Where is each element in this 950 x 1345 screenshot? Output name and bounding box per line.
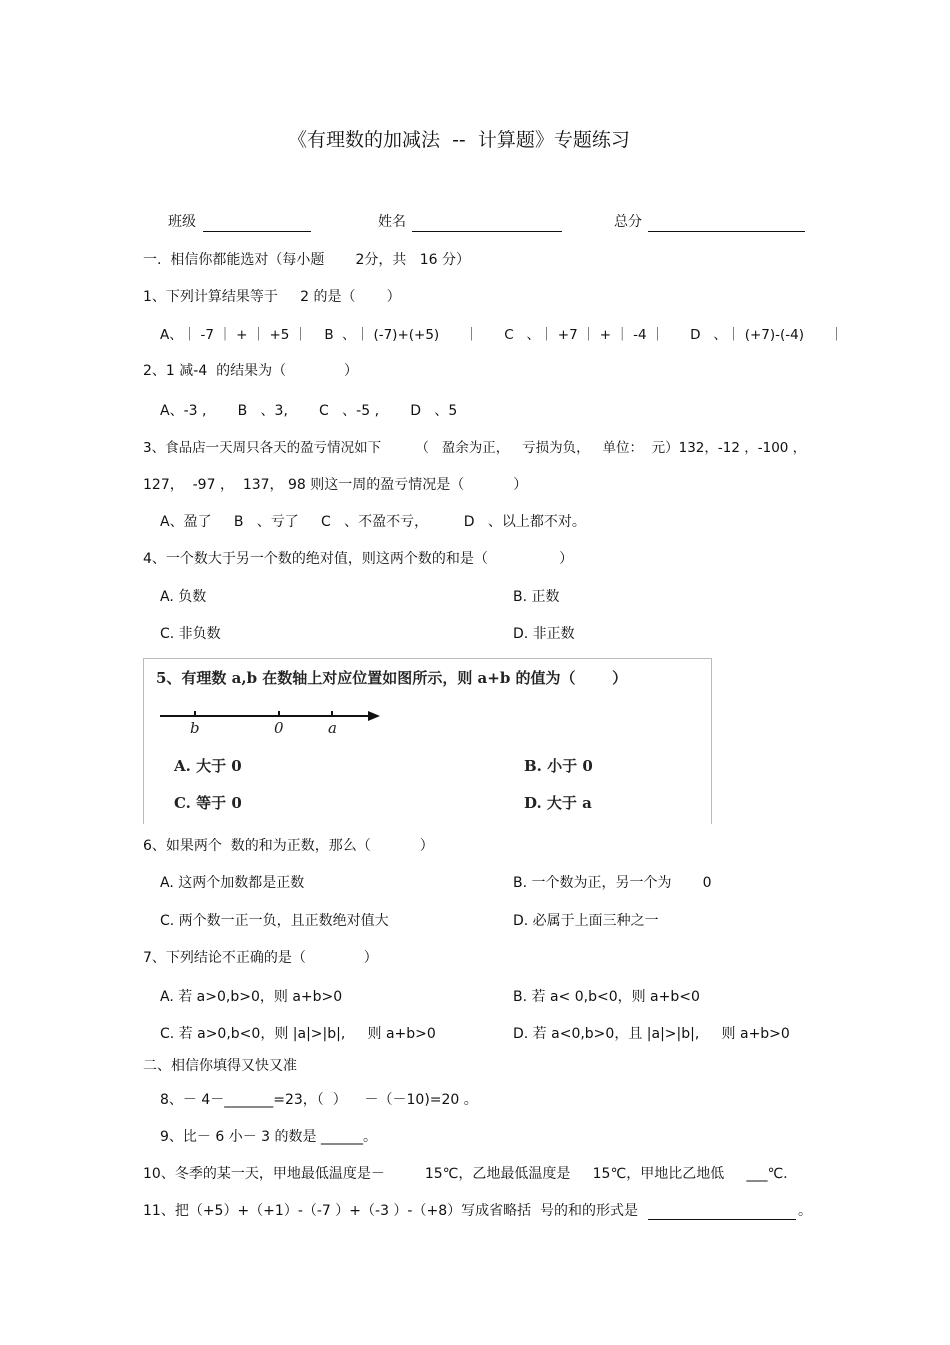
q4-option-d: D. 非正数: [513, 626, 575, 642]
question-10: 10、冬季的某一天，甲地最低温度是－ 15℃，乙地最低温度是 15℃，甲地比乙地低 ___℃.: [143, 1166, 788, 1182]
name-blank[interactable]: [412, 231, 562, 232]
q11-end: 。: [798, 1203, 812, 1219]
q7-option-d: D. 若 a<0,b>0，且 |a|>|b|, 则 a+b>0: [513, 1026, 790, 1042]
q3-stem-line1: 3、食品店一天周只各天的盈亏情况如下 （ 盈余为正， 亏损为负， 单位： 元）132，-12 ，-100 ，: [143, 440, 807, 456]
q2-options: A、-3 , B 、3, C 、-5 , D 、5: [160, 403, 458, 419]
axis-label-b: b: [190, 719, 200, 737]
q4-option-a: A. 负数: [160, 589, 207, 605]
page-title: 《有理数的加减法 -- 计算题》专题练习: [288, 129, 630, 151]
q11-answer-blank[interactable]: [648, 1219, 796, 1220]
q7-option-c: C. 若 a>0,b<0，则 |a|>|b|, 则 a+b>0: [160, 1026, 436, 1042]
q6-option-b: B. 一个数为正，另一个为 0: [513, 875, 712, 891]
name-label: 姓名: [378, 214, 406, 230]
q5-option-c: C. 等于 0: [174, 794, 242, 812]
question-9: 9、比－ 6 小－ 3 的数是 ______。: [160, 1129, 377, 1145]
q6-option-a: A. 这两个加数都是正数: [160, 875, 305, 891]
axis-arrow: [368, 711, 380, 721]
q5-option-a: A. 大于 0: [174, 757, 242, 775]
q5-option-b: B. 小于 0: [524, 757, 593, 775]
q7-option-b: B. 若 a< 0,b<0，则 a+b<0: [513, 989, 700, 1005]
q5-stem: 5、有理数 a,b 在数轴上对应位置如图所示，则 a+b 的值为（ ）: [156, 669, 628, 687]
q5-option-d: D. 大于 a: [524, 794, 592, 812]
q11-text: 11、把（+5）+（+1）-（-7 ）+（-3 ）-（+8）写成省略括 号的和的形式是: [143, 1203, 639, 1219]
section2-heading: 二、相信你填得又快又准: [143, 1058, 297, 1074]
q7-option-a: A. 若 a>0,b>0，则 a+b>0: [160, 989, 343, 1005]
q6-stem: 6、如果两个 数的和为正数，那么（ ）: [143, 838, 434, 854]
q4-option-b: B. 正数: [513, 589, 560, 605]
q7-stem: 7、下列结论不正确的是（ ）: [143, 950, 378, 966]
q6-option-c: C. 两个数一正一负，且正数绝对值大: [160, 913, 389, 929]
q2-stem: 2、1 减-4 的结果为（ ）: [143, 363, 358, 379]
score-blank[interactable]: [648, 231, 805, 232]
q1-options: A、｜ -7 ｜ + ｜ +5 ｜ B 、｜ (-7)+(+5) ｜ C 、｜ +7 ｜ + ｜ -4 ｜ D 、｜ (+7)-(-4) ｜: [160, 327, 844, 343]
class-label: 班级: [168, 214, 196, 230]
section1-heading: 一. 相信你都能选对（每小题 2分，共 16 分）: [143, 252, 471, 268]
q3-stem-line2: 127， -97 ， 137， 98 则这一周的盈亏情况是（ ）: [143, 477, 528, 493]
question-5-figure: [143, 658, 712, 824]
axis-label-a: a: [328, 719, 337, 737]
score-label: 总分: [614, 214, 642, 230]
q6-option-d: D. 必属于上面三种之一: [513, 913, 659, 929]
q1-stem: 1、下列计算结果等于 2 的是（ ）: [143, 289, 401, 305]
q4-option-c: C. 非负数: [160, 626, 221, 642]
axis-label-0: 0: [274, 719, 284, 737]
class-blank[interactable]: [203, 231, 311, 232]
q3-options: A、盈了 B 、亏了 C 、不盈不亏， D 、以上都不对。: [160, 514, 586, 530]
q4-stem: 4、一个数大于另一个数的绝对值，则这两个数的和是（ ）: [143, 551, 574, 567]
question-8: 8、－ 4－_______=23，（ ） －（－10)=20 。: [160, 1092, 478, 1108]
